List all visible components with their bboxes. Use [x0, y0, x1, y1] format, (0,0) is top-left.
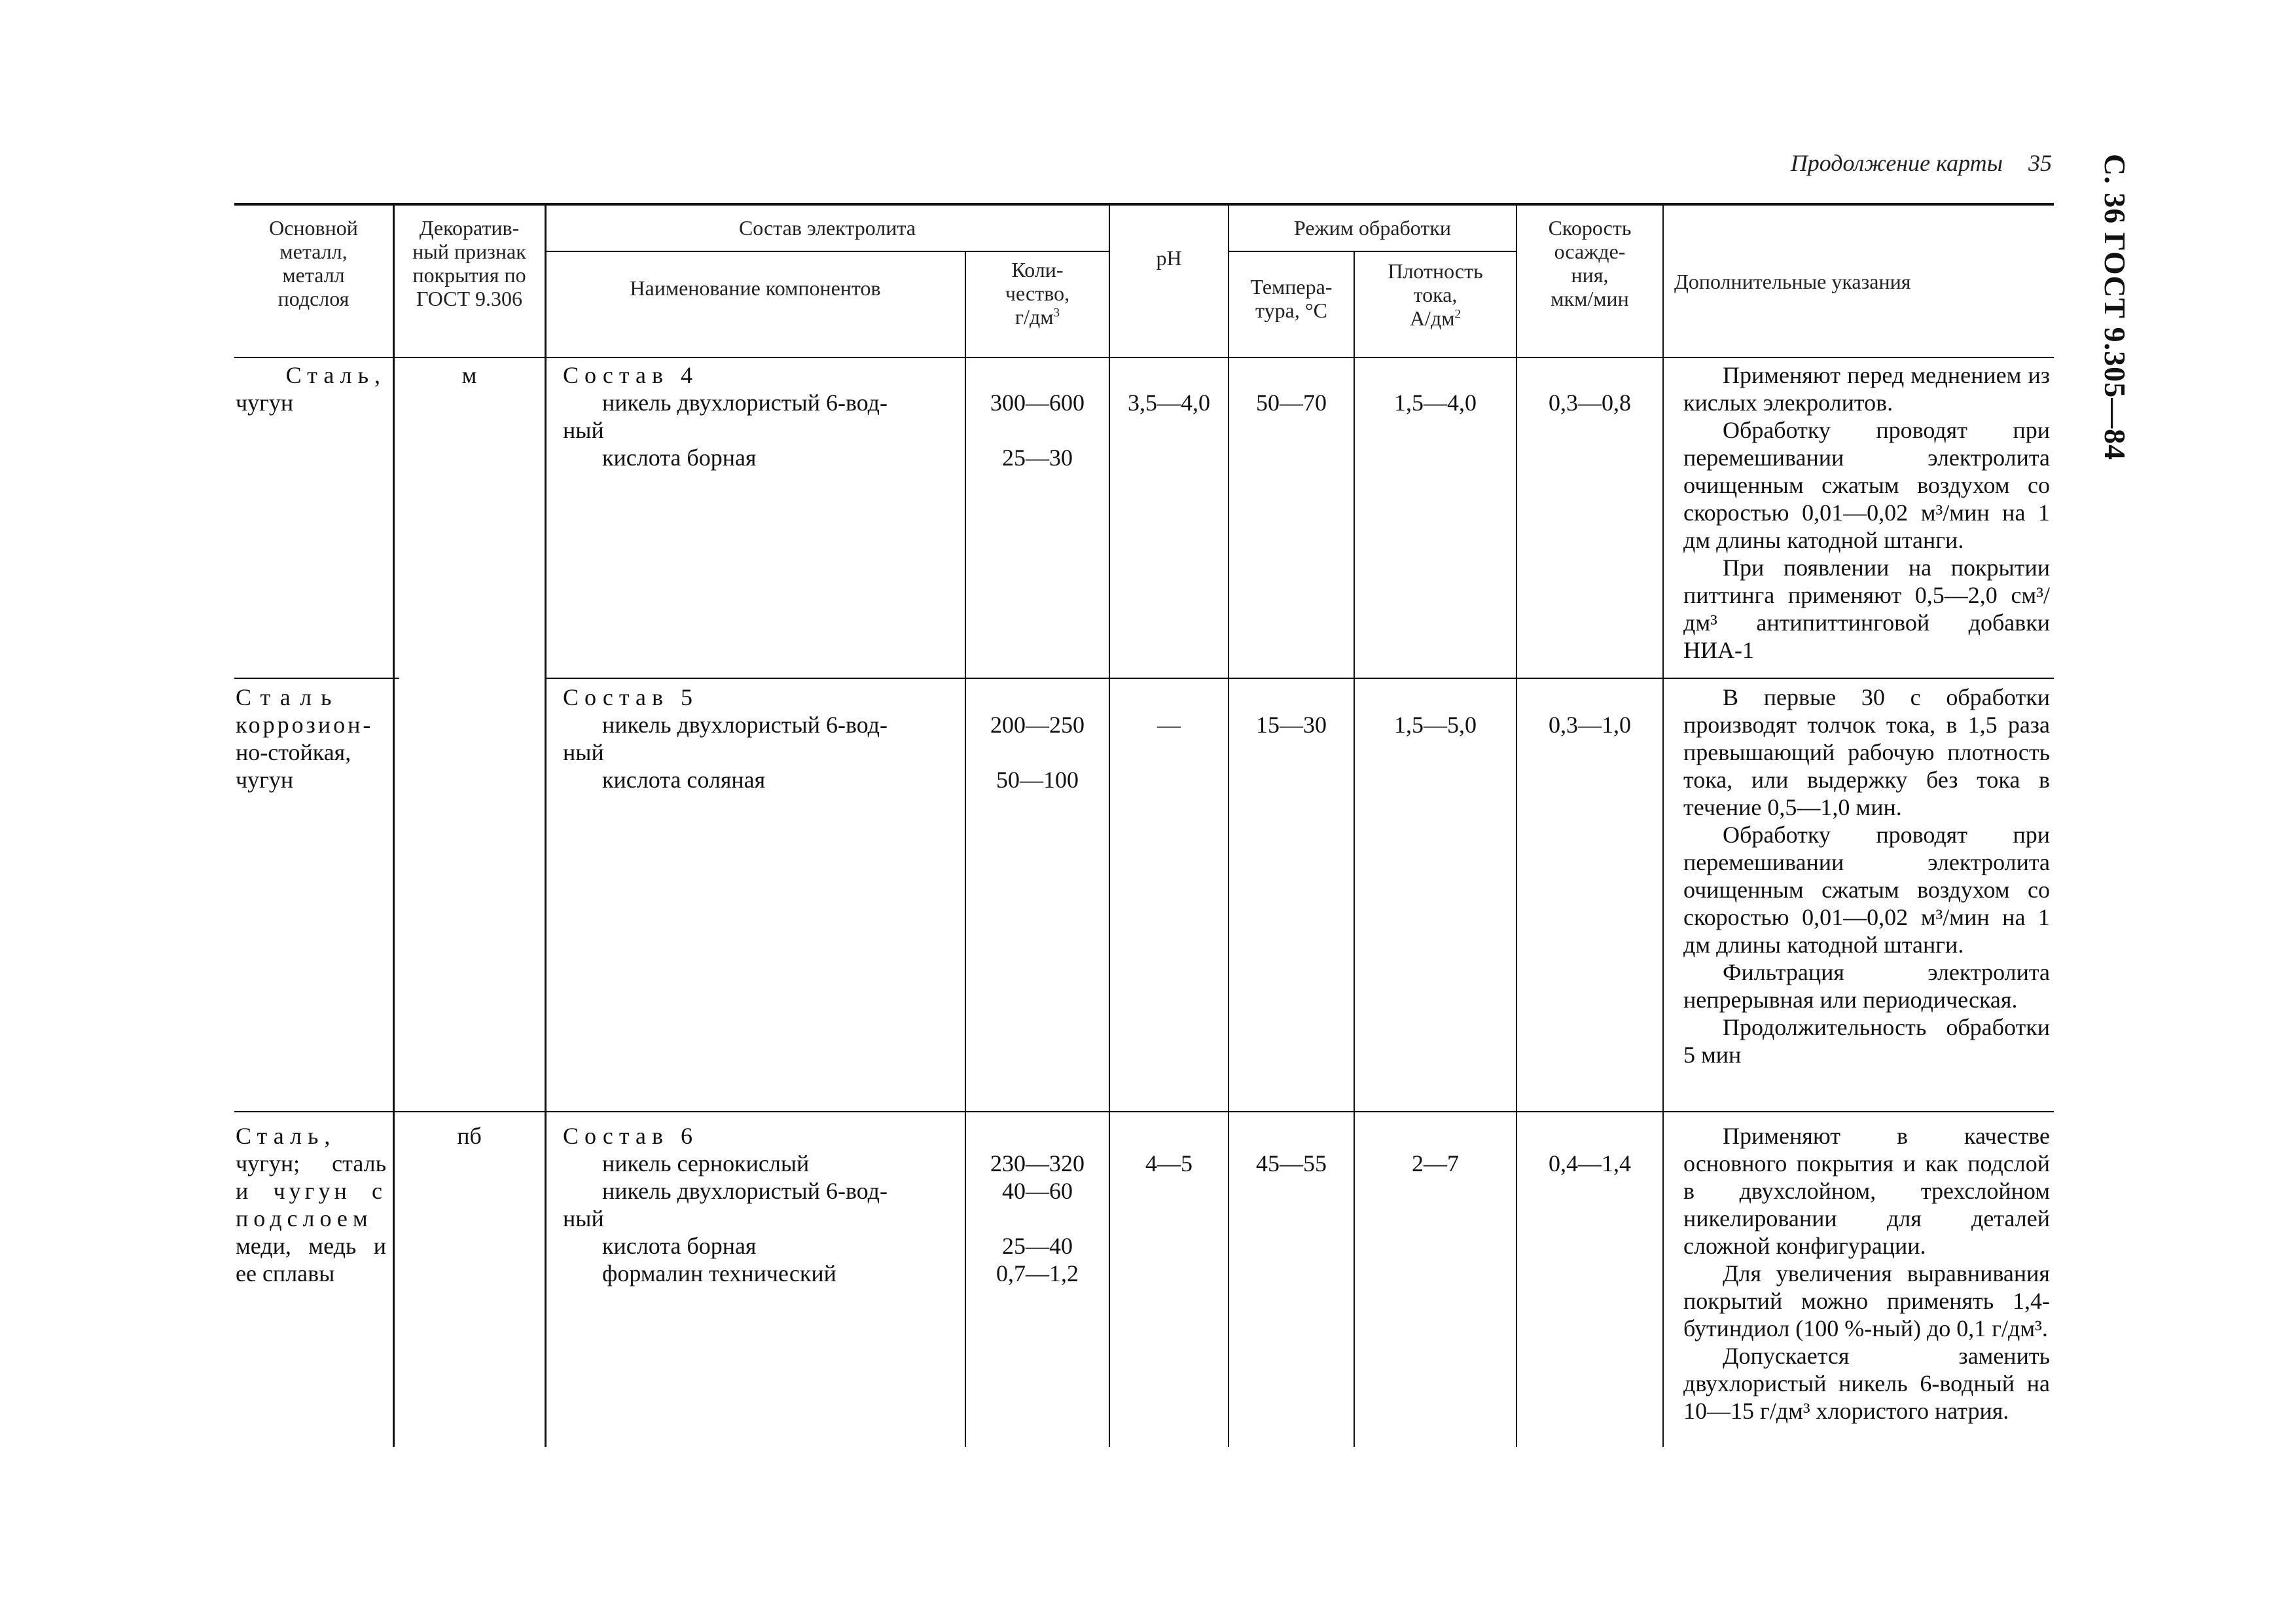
table-top-rule	[234, 203, 2054, 206]
row2-ph: —	[1157, 712, 1181, 738]
col-line-3	[965, 251, 966, 1447]
header-sub-rule-composition	[545, 251, 1109, 252]
col-line-7	[1516, 203, 1517, 1447]
row2-notes: В первые 30 с обработки производят толчок тока, в 1,5 раза превышающий рабочую плотность тока, или выдержку без тока в течение 0,5—1,0 мин. Обработку проводят при перемешивании электролита очищенным сжатым воздухом со скоростью 0,01—0,02 м³/мин на 1 дм длины катодной штанги. Фильтрация электролита непрерывная или периодическая. Продолжительность обработки 5 мин	[1683, 684, 2050, 1068]
header-base-metal: Основной металл, металл подслоя	[269, 216, 358, 310]
page-header	[1636, 149, 2052, 177]
header-temperature: Темпера- тура, °С	[1250, 275, 1333, 322]
row1-decorative: м	[461, 362, 477, 388]
col-line-4	[1109, 203, 1110, 1447]
col-line-5	[1228, 203, 1229, 1447]
continuation-label: Продолжение карты	[1790, 150, 2003, 176]
row3-ph: 4—5	[1145, 1150, 1193, 1176]
row3-decorative: пб	[457, 1123, 482, 1149]
row2-temperature: 15—30	[1256, 712, 1327, 738]
row1-base-metal: Сталь, чугун	[236, 362, 386, 416]
row2-quantities: 200—250 50—100	[990, 712, 1085, 793]
row-divider-2	[234, 1111, 2054, 1112]
col-line-2	[545, 203, 547, 1447]
row3-notes: Применяют в качестве основного покрытия и как подслой в двухслойном, трехслойном никелировании для деталей сложной конфигурации. Для увеличения выравнивания покрытий можно применять 1,4-бутиндиол (100 %-ный) до 0,1 г/дм³. Допускается заменить двухлористый никель 6-водный на 10—15 г/дм³ хлористого натрия.	[1683, 1123, 2050, 1424]
row1-temperature: 50—70	[1256, 390, 1327, 416]
row2-speed: 0,3—1,0	[1549, 712, 1631, 738]
header-component-name: Наименование компонентов	[630, 276, 881, 300]
row2-density: 1,5—5,0	[1394, 712, 1477, 738]
composition-title: Состав 4	[563, 362, 699, 388]
row3-temperature: 45—55	[1256, 1150, 1327, 1176]
page-number: 35	[2028, 150, 2052, 176]
composition-title: Состав 5	[563, 684, 699, 710]
row2-base-metal: Сталь коррозион- но-стойкая, чугун	[236, 684, 374, 793]
header-ph: pH	[1156, 246, 1182, 270]
composition-title: Состав 6	[563, 1123, 699, 1149]
row1-speed: 0,3—0,8	[1549, 390, 1631, 416]
header-density: Плотность тока, $А/дм^2$	[1388, 259, 1483, 330]
header-bottom-rule	[234, 357, 2054, 358]
row3-speed: 0,4—1,4	[1549, 1150, 1631, 1176]
row3-composition: Состав 6 никель сернокислый никель двухлористый 6-вод- ный кислота борная формалин технический	[563, 1122, 956, 1287]
col-line-1	[393, 203, 395, 1447]
row2-composition: Состав 5 никель двухлористый 6-вод- ный кислота соляная	[563, 684, 956, 793]
header-mode-group: Режим обработки	[1293, 216, 1452, 240]
row-divider-1	[234, 678, 399, 679]
row3-density: 2—7	[1412, 1150, 1459, 1176]
row1-notes: Применяют перед меднением из кислых элекролитов. Обработку проводят при перемешивании электролита очищенным сжатым воздухом со скоростью 0,01—0,02 м³/мин на 1 дм длины катодной штанги. При появлении на покрытии питтинга применяют 0,5—2,0 см³/дм³ антипиттинговой добавки НИА-1	[1683, 362, 2050, 663]
col-line-6	[1354, 251, 1355, 1447]
header-composition-group: Состав электролита	[738, 216, 916, 240]
header-notes: Дополнительные указания	[1674, 270, 1911, 293]
document-side-title: С. 36 ГОСТ 9.305—84	[2098, 154, 2132, 461]
header-quantity: Коли- чество, $г/дм^3$	[1005, 258, 1070, 329]
header-sub-rule-mode	[1228, 251, 1516, 252]
row-divider-1b	[545, 678, 2054, 679]
row3-quantities: 230—320 40—60 25—40 0,7—1,2	[990, 1150, 1085, 1286]
row3-base-metal: Сталь, чугун; сталь и чугун с подслоем меди, медь и ее сплавы	[236, 1123, 386, 1286]
row1-density: 1,5—4,0	[1394, 390, 1477, 416]
row1-composition: Состав 4 никель двухлористый 6-вод- ный кислота борная	[563, 361, 956, 471]
row1-ph: 3,5—4,0	[1128, 390, 1210, 416]
header-decorative: Декоратив- ный признак покрытия по ГОСТ 9.306	[412, 216, 526, 310]
header-speed: Скорость осажде- ния, мкм/мин	[1548, 216, 1632, 310]
col-line-8	[1662, 203, 1664, 1447]
row1-quantities: 300—600 25—30	[990, 390, 1085, 471]
